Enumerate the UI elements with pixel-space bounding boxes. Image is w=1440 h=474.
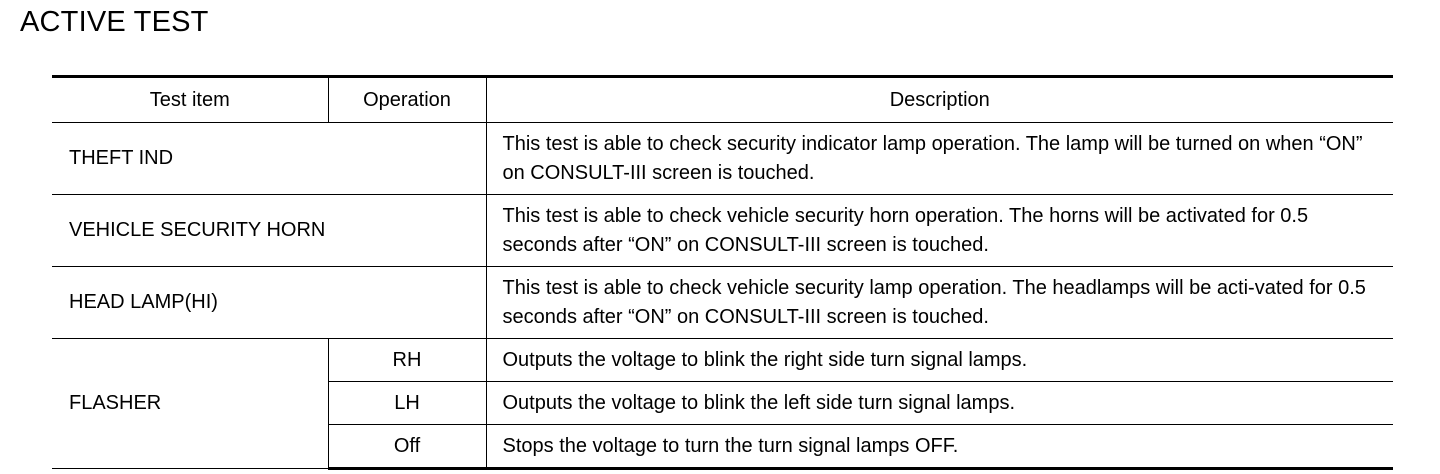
description-cell: This test is able to check vehicle security lamp operation. The headlamps will be acti-vated for 0.5 seconds after “ON” on CONSULT-III screen is touched.: [486, 267, 1393, 339]
test-item-cell: FLASHER: [52, 339, 328, 469]
table-row: [52, 195, 1393, 267]
test-item-cell: THEFT IND: [52, 123, 486, 195]
description-cell: Stops the voltage to turn the turn signal lamps OFF.: [486, 425, 1393, 469]
description-cell: Outputs the voltage to blink the left side turn signal lamps.: [486, 382, 1393, 425]
table-row: [52, 339, 1393, 382]
page-title: ACTIVE TEST: [20, 6, 209, 38]
header-test-item: Test item: [52, 77, 328, 123]
table-header-row: [52, 77, 1393, 123]
operation-cell: LH: [328, 382, 486, 425]
table-row: [52, 267, 1393, 339]
table-row: [52, 123, 1393, 195]
description-cell: Outputs the voltage to blink the right side turn signal lamps.: [486, 339, 1393, 382]
header-operation: Operation: [328, 77, 486, 123]
test-item-cell: HEAD LAMP(HI): [52, 267, 486, 339]
test-item-cell: VEHICLE SECURITY HORN: [52, 195, 486, 267]
active-test-table: [52, 75, 1393, 470]
operation-cell: RH: [328, 339, 486, 382]
description-cell: This test is able to check vehicle security horn operation. The horns will be activated for 0.5 seconds after “ON” on CONSULT-III screen is touched.: [486, 195, 1393, 267]
operation-cell: Off: [328, 425, 486, 469]
description-cell: This test is able to check security indicator lamp operation. The lamp will be turned on when “ON” on CONSULT-III screen is touched.: [486, 123, 1393, 195]
header-description: Description: [486, 77, 1393, 123]
